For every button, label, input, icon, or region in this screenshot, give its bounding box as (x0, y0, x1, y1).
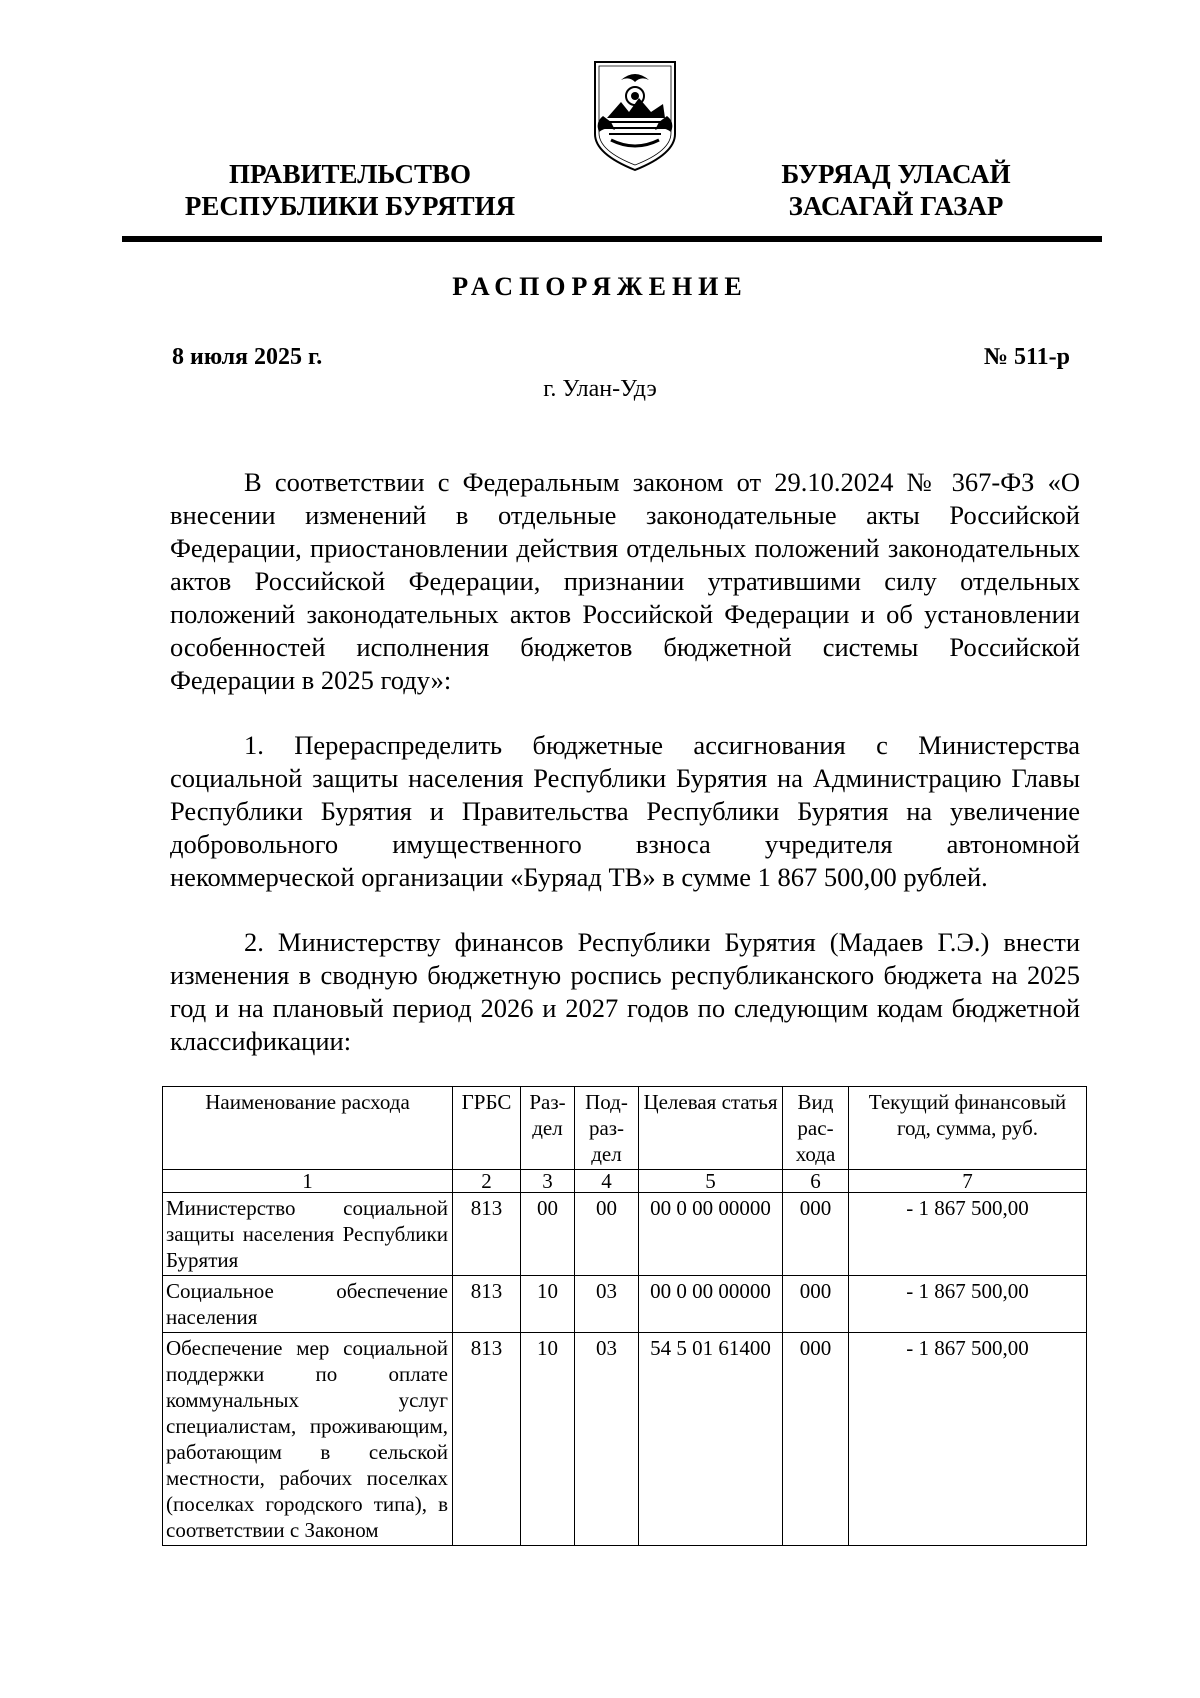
row-grbs-cell: 813 (453, 1333, 521, 1546)
row-grbs-cell: 813 (453, 1193, 521, 1276)
document-number: № 511-р (983, 344, 1070, 370)
row-expense-type-cell: 000 (783, 1333, 849, 1546)
table-row (163, 1193, 1087, 1276)
table-index-row (163, 1170, 1087, 1193)
row-section-cell: 00 (521, 1193, 575, 1276)
col-header-expense-type: Вид рас-хода (783, 1087, 849, 1170)
document-city: г. Улан-Удэ (543, 376, 657, 402)
row-target-article-cell: 00 0 00 00000 (639, 1276, 783, 1333)
index-cell: 2 (453, 1170, 521, 1193)
index-cell: 7 (849, 1170, 1087, 1193)
col-header-target-article: Целевая статья (639, 1087, 783, 1170)
row-name-cell: Министерство социальной защиты населения Республики Бурятия (163, 1193, 453, 1276)
row-expense-type-cell: 000 (783, 1276, 849, 1333)
row-target-article-cell: 54 5 01 61400 (639, 1333, 783, 1546)
index-cell: 4 (575, 1170, 639, 1193)
buryatia-coat-of-arms-icon (589, 56, 681, 176)
budget-classification-table (162, 1086, 1087, 1546)
row-amount-cell: - 1 867 500,00 (849, 1333, 1087, 1546)
issuer-buryat-line2: ЗАСАГАЙ ГАЗАР (788, 191, 1004, 221)
document-date: 8 июля 2025 г. (172, 344, 323, 370)
row-name-cell: Социальное обеспечение населения (163, 1276, 453, 1333)
document-title: РАСПОРЯЖЕНИЕ (452, 272, 748, 301)
preamble-paragraph: В соответствии с Федеральным законом от 29.10.2024 № 367-ФЗ «О внесении изменений в отдельные законодательные акты Российской Федерации, приостановлении действия отдельных положений законодательных актов Российской Федерации, признании утратившими силу отдельных положений законодательных актов Российской Федерации и об установлении особенностей исполнения бюджетов бюджетной системы Российской Федерации в 2025 году»: (170, 467, 1080, 695)
row-subsection-cell: 00 (575, 1193, 639, 1276)
issuer-russian-line1: ПРАВИТЕЛЬСТВО (228, 159, 472, 189)
row-name-cell: Обеспечение мер социальной поддержки по оплате коммунальных услуг специалистам, проживающим, работающим в сельской местности, рабочих поселках (поселках городского типа), в соответствии с Законом (163, 1333, 453, 1546)
issuer-russian-line2: РЕСПУБЛИКИ БУРЯТИЯ (184, 191, 516, 221)
row-grbs-cell: 813 (453, 1276, 521, 1333)
header-divider (122, 236, 1102, 242)
index-cell: 5 (639, 1170, 783, 1193)
item-1-paragraph: 1. Перераспределить бюджетные ассигнования с Министерства социальной защиты населения Республики Бурятия на Администрацию Главы Республики Бурятия и Правительства Республики Бурятия на увеличение добровольного имущественного взноса учредителя автономной некоммерческой организации «Буряад ТВ» в сумме 1 867 500,00 рублей. (170, 730, 1080, 892)
row-amount-cell: - 1 867 500,00 (849, 1193, 1087, 1276)
index-cell: 1 (163, 1170, 453, 1193)
row-subsection-cell: 03 (575, 1333, 639, 1546)
issuer-buryat-line1: БУРЯАД УЛАСАЙ (781, 159, 1011, 189)
col-header-subsection: Под-раз-дел (575, 1087, 639, 1170)
row-target-article-cell: 00 0 00 00000 (639, 1193, 783, 1276)
row-section-cell: 10 (521, 1333, 575, 1546)
table-row (163, 1333, 1087, 1546)
col-header-grbs: ГРБС (453, 1087, 521, 1170)
table-row (163, 1276, 1087, 1333)
row-section-cell: 10 (521, 1276, 575, 1333)
row-expense-type-cell: 000 (783, 1193, 849, 1276)
table-header-row (163, 1087, 1087, 1170)
col-header-name: Наименование расхода (163, 1087, 453, 1170)
issuer-name-buryat (736, 158, 1056, 222)
index-cell: 6 (783, 1170, 849, 1193)
item-2-paragraph: 2. Министерству финансов Республики Бурятия (Мадаев Г.Э.) внести изменения в сводную бюджетную роспись республиканского бюджета на 2025 год и на плановый период 2026 и 2027 годов по следующим кодам бюджетной классификации: (170, 927, 1080, 1056)
col-header-amount: Текущий финансовый год, сумма, руб. (849, 1087, 1087, 1170)
index-cell: 3 (521, 1170, 575, 1193)
col-header-section: Раз-дел (521, 1087, 575, 1170)
issuer-name-russian (160, 158, 540, 222)
row-amount-cell: - 1 867 500,00 (849, 1276, 1087, 1333)
row-subsection-cell: 03 (575, 1276, 639, 1333)
